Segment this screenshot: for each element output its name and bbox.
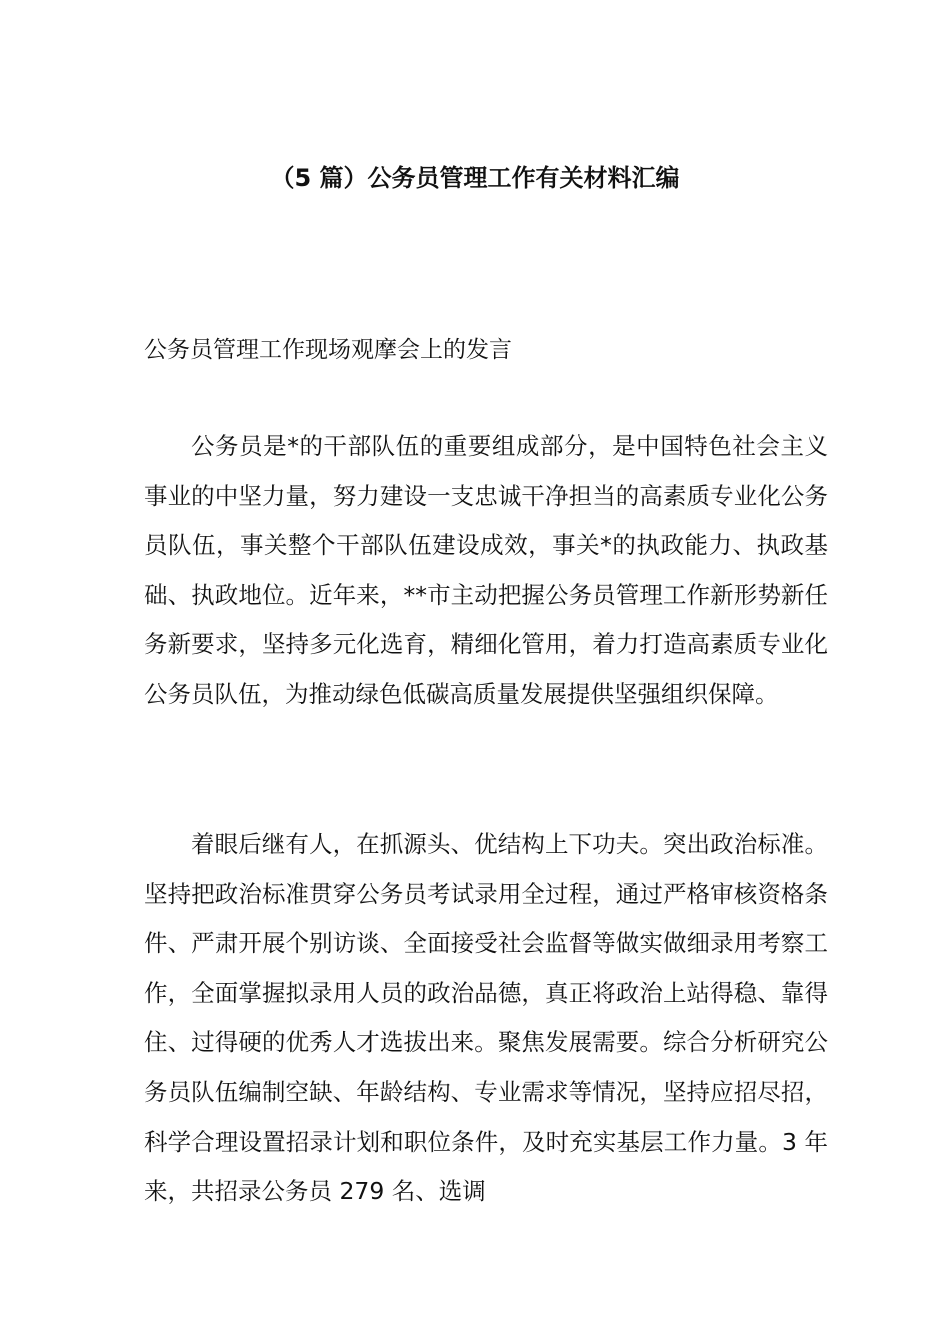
paragraph-recruitment: 着眼后继有人，在抓源头、优结构上下功夫。突出政治标准。坚持把政治标准贯穿公务员考试录用全过程，通过严格审核资格条件、严肃开展个别访谈、全面接受社会监督等做实做细录用考察工作，全面掌握拟录用人员的政治品德，真正将政治上站得稳、靠得住、过得硬的优秀人才选拔出来。聚焦发展需要。综合分析研究公务员队伍编制空缺、年龄结构、专业需求等情况，坚持应招尽招，科学合理设置招录计划和职位条件，及时充实基层工作力量。3 年来，共招录公务员 279 名、选调 [144, 830, 828, 1206]
section-heading: 公务员管理工作现场观摩会上的发言 [144, 337, 512, 363]
document-title: （5 篇）公务员管理工作有关材料汇编 [270, 164, 680, 192]
paragraph-intro: 公务员是*的干部队伍的重要组成部分，是中国特色社会主义事业的中坚力量，努力建设一支忠诚干净担当的高素质专业化公务员队伍，事关整个干部队伍建设成效，事关*的执政能力、执政基础、执政地位。近年来，**市主动把握公务员管理工作新形势新任务新要求，坚持多元化选育，精细化管用，着力打造高素质专业化公务员队伍，为推动绿色低碳高质量发展提供坚强组织保障。 [144, 432, 828, 708]
